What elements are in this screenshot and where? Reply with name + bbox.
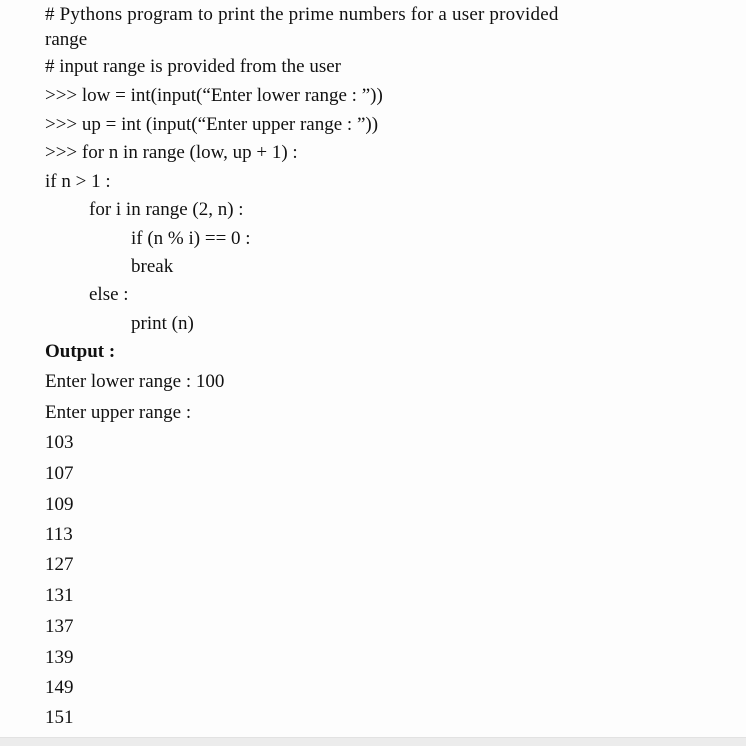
- output-heading: Output :: [45, 341, 116, 362]
- output-number: 109: [45, 494, 74, 515]
- output-number: 103: [45, 432, 74, 453]
- code-line-up: >>> up = int (input(“Enter upper range : ”)): [45, 114, 379, 135]
- output-lower-prompt: Enter lower range : 100: [45, 371, 225, 392]
- code-comment-title-continued: range: [45, 29, 88, 50]
- output-number: 139: [45, 647, 74, 668]
- output-number: 137: [45, 616, 74, 637]
- code-line-if-mod: if (n % i) == 0 :: [131, 228, 251, 249]
- output-number: 107: [45, 463, 74, 484]
- code-line-for: >>> for n in range (low, up + 1) :: [45, 142, 298, 163]
- code-comment-input: # input range is provided from the user: [45, 56, 342, 77]
- code-comment-title: # Pythons program to print the prime numbers for a user provided: [45, 4, 559, 25]
- code-line-low: >>> low = int(input(“Enter lower range : ”)): [45, 85, 383, 106]
- output-number: 149: [45, 677, 74, 698]
- output-number: 127: [45, 554, 74, 575]
- code-line-for-i: for i in range (2, n) :: [89, 199, 244, 220]
- output-number: 151: [45, 707, 74, 728]
- bottom-border-strip: [0, 737, 746, 746]
- output-number: 113: [45, 524, 73, 545]
- code-line-else: else :: [89, 284, 129, 305]
- output-number: 131: [45, 585, 74, 606]
- code-line-if: if n > 1 :: [45, 171, 111, 192]
- output-upper-prompt: Enter upper range :: [45, 402, 192, 423]
- code-line-print: print (n): [131, 313, 194, 334]
- code-line-break: break: [131, 256, 174, 277]
